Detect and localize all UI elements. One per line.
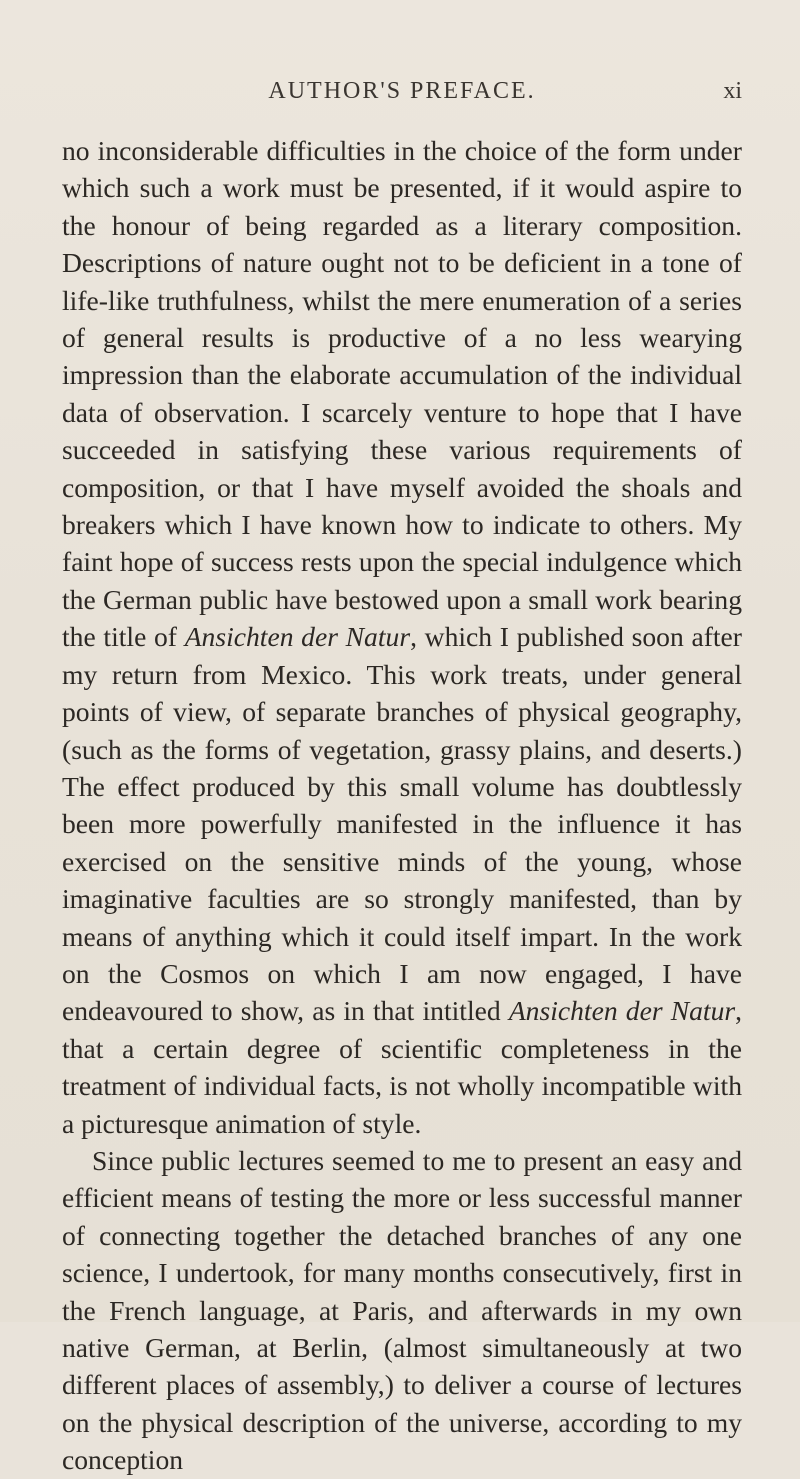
book-title-ansichten-2: Ansichten der Natur <box>508 995 736 1027</box>
paragraph-1-part-a: no inconsiderable difficulties in the choice of the form under which such a work must be presented, if it would aspire to the honour of being regarded as a literary composition. Descriptions of nature ought not to be deficient in a tone of life-like truthfulness, whilst the mere enumeration of a series of general results is productive of a no less wearying impression than the elaborate accumulation of the individual data of observation. I scarcely venture to hope that I have succeeded in satisfying these various requirements of composition, or that I have myself avoided the shoals and breakers which I have known how to indicate to others. My faint hope of success rests upon the special indulgence which the German public have bestowed upon a small work bearing the title of <box>62 135 742 653</box>
book-title-ansichten: Ansichten der Natur <box>184 621 411 653</box>
body-text <box>62 132 742 1479</box>
paragraph-1-part-c: , that a certain degree of scientific completeness in the treatment of individual facts, is not wholly incompatible with a picturesque animation of style. <box>62 995 743 1139</box>
paragraph-2: Since public lectures seemed to me to present an easy and efficient means of testing the more or less successful manner of connecting together the detached branches of any one science, I undertook, for many months consecutively, first in the French language, at Paris, and afterwards in my own native German, at Berlin, (almost simultaneously at two different places of assembly,) to deliver a course of lectures on the physical description of the universe, according to my conception <box>62 1144 742 1476</box>
paragraph-1 <box>62 132 742 1142</box>
paragraph-1-part-b: , which I published soon after my return from Mexico. This work treats, under general points of view, of separate branches of physical geography, (such as the forms of vegetation, grassy plains, and deserts.) The effect produced by this small volume has doubtlessly been more powerfully manifested in the influence it has exercised on the sensitive minds of the young, whose imaginative faculties are so strongly manifested, than by means of anything which it could itself impart. In the work on the Cosmos on which I am now engaged, I have endeavoured to show, as in that intitled <box>62 621 742 1027</box>
running-head: AUTHOR'S PREFACE. <box>268 78 536 104</box>
page-number: xi <box>723 78 742 104</box>
page-header <box>62 0 742 128</box>
